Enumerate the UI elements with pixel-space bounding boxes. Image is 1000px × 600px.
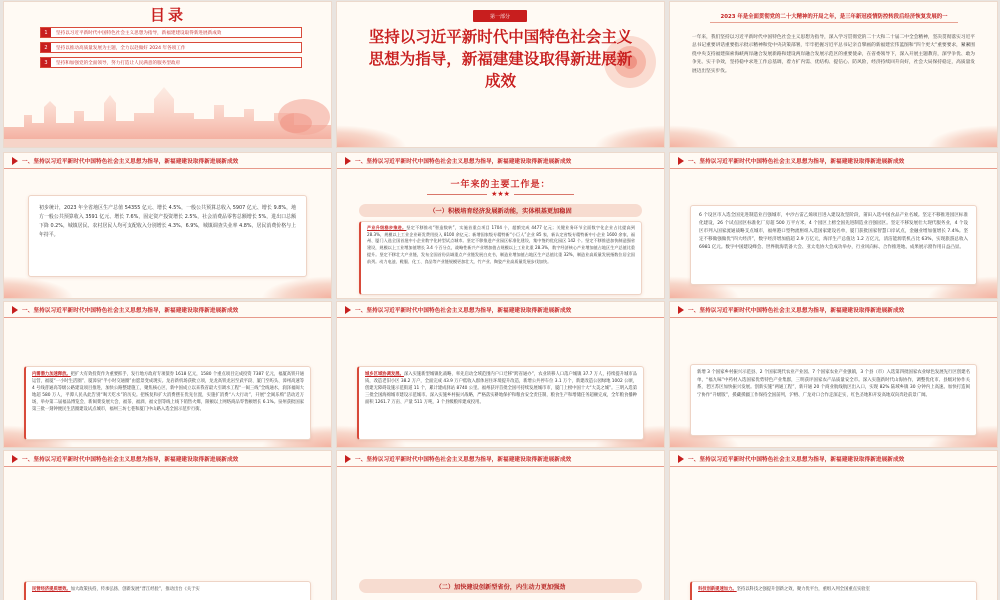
arrow-icon xyxy=(678,157,684,165)
part-title: 坚持以习近平新时代中国特色社会主义思想为指导，新福建建设取得新进展新成效 xyxy=(368,28,633,90)
city-skyline-graphic xyxy=(4,77,331,147)
body-text: 新增 3 个国家乡村振兴示范县、2 个国家现代农业产业园、7 个国家农业产业强镇，3 个县（市）入选第四批国家农业绿色发展先行区创建名单，“福九味”中药材入选国家优势特色产业集群，三明获评国家农产品质量安全市。深入实施新时代山海协作，调整优化市、县级对协作关系，老区苏区加快振兴发展。创新实施“两通工程”，新开通 20 个商业航线航区出入口，实现 82% 陆域乡镇 30 分钟内上高速。加快打造闽宁协作“升级版”，援藏援疆工作保持全国前列，沪榕、广龙对口合作走深走实，红色圣地和开发高地双向奔赴前景广阔。 xyxy=(697,370,970,398)
arrow-icon xyxy=(12,306,18,314)
divider-line xyxy=(427,194,487,195)
body-text xyxy=(32,586,304,593)
section-title: 一、坚持以习近平新时代中国特色社会主义思想为指导，新福建建设取得新进展新成效 xyxy=(355,307,572,314)
slide-stats[interactable] xyxy=(4,153,331,298)
body-text: 6 个设区市入选全国先进制造业百强城市，中沙古雷乙烯项目进入建设攻坚阶段，莆田入选中国食品产业名城。坚定不移推进园区标准化建设，26 个试点园区标准化厂房超 500 万平方米，4 个园区上榜全国先进制造业百强园区。坚定不移发展壮大现代服务业，4 个设区市列入国家流通战略支点城市，福州港口型物流枢纽入选国家建设名单，厦门获批国家智慧口岸试点，金融业增加值增长 7.4%。坚定不移做强做优“四大经济”，数字经济增加值超 2.9 万亿元，海洋生产总值达 1.2 万亿元，清洁能源装机占比 63%，实现旅游总收入 6981 亿元。数字中国建设峰会、世界航海装备大会、亚太电协大会成功举办，行业风向标、合作推进地、成果展示窗作用日益凸显。 xyxy=(699,213,968,251)
body-text xyxy=(365,371,637,406)
body-text-content: 加大政策扶持，传承弘扬、创新发展“晋江经验”，推动出台《关于实 xyxy=(70,587,200,592)
subsection-bar: （二）加快建设创新型省份，内生动力更加强劲 xyxy=(359,579,642,593)
toc-item-number: 3 xyxy=(41,58,51,67)
slide-intro[interactable] xyxy=(670,2,997,147)
section-title: 一、坚持以习近平新时代中国特色社会主义思想为指导，新福建建设取得新进展新成效 xyxy=(688,158,905,165)
content-box xyxy=(28,195,307,277)
content-box xyxy=(357,366,644,440)
content-box xyxy=(24,366,311,440)
divider xyxy=(710,22,958,23)
section-title: 一、坚持以习近平新时代中国特色社会主义思想为指导，新福建建设取得新进展新成效 xyxy=(22,158,239,165)
body-text xyxy=(32,371,304,413)
content-box xyxy=(359,221,642,295)
slide-private-economy[interactable] xyxy=(4,451,331,600)
decorative-corner xyxy=(594,125,664,147)
section-title: 一、坚持以习近平新时代中国特色社会主义思想为指导，新福建建设取得新进展新成效 xyxy=(22,307,239,314)
toc-title: 目录 xyxy=(150,6,187,24)
section-title: 一、坚持以习近平新时代中国特色社会主义思想为指导，新福建建设取得新进展新成效 xyxy=(355,158,572,165)
arrow-icon xyxy=(678,306,684,314)
body-text xyxy=(698,586,970,593)
slide-demand[interactable] xyxy=(4,302,331,447)
toc-item-label: 坚持以习近平新时代中国特色社会主义思想为指导，新福建建设取得新进展新成效 xyxy=(56,30,222,36)
content-box xyxy=(690,581,977,600)
highlight-text: 科技创新提速加力。 xyxy=(698,587,737,592)
highlight-text: 城乡区域协调发展。 xyxy=(365,372,404,377)
content-box xyxy=(24,581,311,600)
highlight-text: 内需潜力加速释放。 xyxy=(32,372,71,377)
toc-item-3[interactable] xyxy=(40,57,302,68)
toc-item-label: 坚持和加强党的全面领导，努力打造让人民满意的服务型政府 xyxy=(56,60,181,66)
highlight-text: 产业升级稳步推进。 xyxy=(367,225,407,230)
section-topbar xyxy=(337,153,664,169)
section-topbar xyxy=(670,302,997,318)
section-topbar xyxy=(4,153,331,169)
decorative-corner xyxy=(337,125,407,147)
slide-toc[interactable] xyxy=(4,2,331,147)
section-title: 一、坚持以习近平新时代中国特色社会主义思想为指导，新福建建设取得新进展新成效 xyxy=(355,456,572,463)
content-box xyxy=(684,28,983,134)
section-topbar xyxy=(670,153,997,169)
toc-item-label: 坚持以推动高质量发展为主题，全力以赴做好 2024 年各项工作 xyxy=(56,45,186,51)
section-title: 一、坚持以习近平新时代中国特色社会主义思想为指导，新福建建设取得新进展新成效 xyxy=(22,456,239,463)
section-topbar xyxy=(337,451,664,467)
toc-item-number: 2 xyxy=(41,43,51,52)
star-icon: ★★★ xyxy=(491,190,510,198)
arrow-icon xyxy=(12,157,18,165)
highlight-text: 民营经济提质增效。 xyxy=(32,587,71,592)
slide-heading: 一年来的主要工作是： xyxy=(450,180,551,190)
arrow-icon xyxy=(345,306,351,314)
star-divider xyxy=(337,190,664,198)
slide-innovation-section[interactable] xyxy=(337,451,664,600)
toc-item-2[interactable] xyxy=(40,42,302,53)
subsection-bar: （一）积极培育经济发展新动能，实体根基更加稳固 xyxy=(359,204,642,217)
slide-rural-revitalization[interactable] xyxy=(670,302,997,447)
body-text: 一年来，我们坚持以习近平新时代中国特色社会主义思想为指导，深入学习贯彻党的二十大和二十届二中全会精神，坚决贯彻落实习近平总书记重要讲话重要指示批示精神和党中央决策部署，牢牢把握习近平总书记亲自擘画的新福建宏伟蓝图和“四个更大”重要要求，紧紧围绕中央支持福建探索海峡两岸融合发展新路和建设两岸融合发展示范区的重要使命，在省委领导下，深入开展主题教育，深学争优、敢为争先、实干争效，坚持稳中求进工作总基调，着力扩内需、优结构、提信心、防风险，经济持续回升向好，社会大局保持稳定，高质量发展迈出坚实步伐。 xyxy=(692,35,975,74)
content-box xyxy=(690,205,977,285)
arrow-icon xyxy=(345,455,351,463)
content-box xyxy=(690,364,977,436)
arrow-icon xyxy=(345,157,351,165)
section-title: 一、坚持以习近平新时代中国特色社会主义思想为指导，新福建建设取得新进展新成效 xyxy=(688,456,905,463)
body-text-content: 坚定不移推动“智造数转”，实施首重点项目 1704 个，超额完成 4477 亿元；关键业务环节全面数字化企业占比提高到 28.3%，规模以上工业企业研发费用投入 8100 余亿元；新增国家级专精特新“小巨人”企业 85 家，新认定省级专精特新中小企业 1600 余家，福州、厦门入选全国首批中小企业数字化转型试点城市。坚定不移推进产业园区标准化建设，集中签约优化园区 142 个。坚定不移推进加快制造强省建设，规模以上工业增加值增长 3.4 个百分点，战略性新兴产业增加值占规模以上工业比重 28.3%，数字经济核心产业增加值占地区生产总值比重提升。坚定不移壮大产业链，发布全国首份县域重点产业链发展白皮书，制造业增加值占地区生产总值比重 32%，制造业高质量发展指数位居全国前列。动力电池、鞋服、化工、食品等产业链规模更加壮大，竹产业、陶瓷产业高质量发展步伐加快。 xyxy=(367,225,636,264)
part-badge: 第一部分 xyxy=(473,10,527,22)
arrow-icon xyxy=(12,455,18,463)
body-text-content: 把扩大有效投资作为重要抓手，发行地方政府专项债券 1618 亿元，1580 个重点项目完成投资 7387 亿元，福厦高铁开通运营，福厦“一小时生活圈”、厦漳泉“半小时交通圈”由愿景变成现实。龙岩新机场获批立项，龙龙高铁龙岩至武平段、厦门至屿头、漳州高速等 4 号线普通高等级公路建设项目推进，加快公路整建施工，聚焦核心区、新中国成立以来我省最大引调水工程“一闽三线”全线通水，润泽福闽大地超 580 万人，平潭人民从此告别“喝天吃水”的历史。把恢复和扩大消费摆在优先位置，实施扩消费“八大行动”，开展“全闽乐购”活动近万场，举办第二届福品博览会、新闽菜发展大会，福茶、福酒、福文创等线上线下销售火爆，限额以上网络商品零售额增长 6.1%。泉州获批国家第三批一刻钟便民生活圈建设试点城市，福州三坊七巷和厦门中山路入选全国示范步行街。 xyxy=(32,372,305,412)
slide-industry[interactable] xyxy=(670,153,997,298)
toc-item-number: 1 xyxy=(41,28,51,37)
slide-header: 2023 年是全面贯彻党的二十大精神的开局之年，是三年新冠疫情防控转段后经济恢复发展的一 xyxy=(720,14,948,20)
slide-urban-rural[interactable] xyxy=(337,302,664,447)
slide-part-cover[interactable] xyxy=(337,2,664,147)
decorative-corner xyxy=(261,276,331,298)
section-topbar xyxy=(4,451,331,467)
arrow-icon xyxy=(678,455,684,463)
body-text xyxy=(367,225,635,265)
decorative-corner xyxy=(4,276,74,298)
slide-main-work[interactable] xyxy=(337,153,664,298)
body-text: 初步统计，2023 年全省地区生产总值 54355 亿元、增长 4.5%，一般公共预算总收入 5907 亿元、增长 9.8%，地方一般公共预算收入 3591 亿元、增长 7.6%，固定资产投资增长 2.5%，社会消费品零售总额增长 5%，进出口总额下降 0.2%，城镇居民、农村居民人均可支配收入分别增长 4.3%、6.9%，城镇调查失业率 4.8%，居民消费价格与上年持平。 xyxy=(39,205,296,238)
section-title: 一、坚持以习近平新时代中国特色社会主义思想为指导，新福建建设取得新进展新成效 xyxy=(688,307,905,314)
body-text-content: 坚持以科技之强提升创新之效，聚力优平台，重组入列全国重点实验室 xyxy=(736,587,870,592)
toc-item-1[interactable] xyxy=(40,27,302,38)
slide-tech-innovation[interactable] xyxy=(670,451,997,600)
section-topbar xyxy=(337,302,664,318)
section-topbar xyxy=(670,451,997,467)
section-topbar xyxy=(4,302,331,318)
divider-line xyxy=(514,194,574,195)
body-text-content: 深入实施新型城镇化战略，率先启动全域范围内户口迁移“跨省通办”，农业转移人口落户城镇 37.7 万人，持续提升城市品质，改造老旧小区 38.2 万户，全面完成 43.9 万户低收入群体居住环境提升改造，新增公共停车位 3.1 万个，新建改造公园绿地 1002 公顷，创建无障碍设施示范街道 11 个，累计建成驿站 8740 公里。福州获评首批全国可持续发展城市市，厦门上榜中国十大“大美之城”。三明入选第三批全国海绵城市建设示范城市。深入实施乡村振兴战略，严格落实耕地保护和粮食安全责任制，粮食生产和增储任务超额完成，全年粮食播种面积 1261.7 万亩、产量 511 万吨，3 个县级粮库建成投用。 xyxy=(365,372,638,405)
